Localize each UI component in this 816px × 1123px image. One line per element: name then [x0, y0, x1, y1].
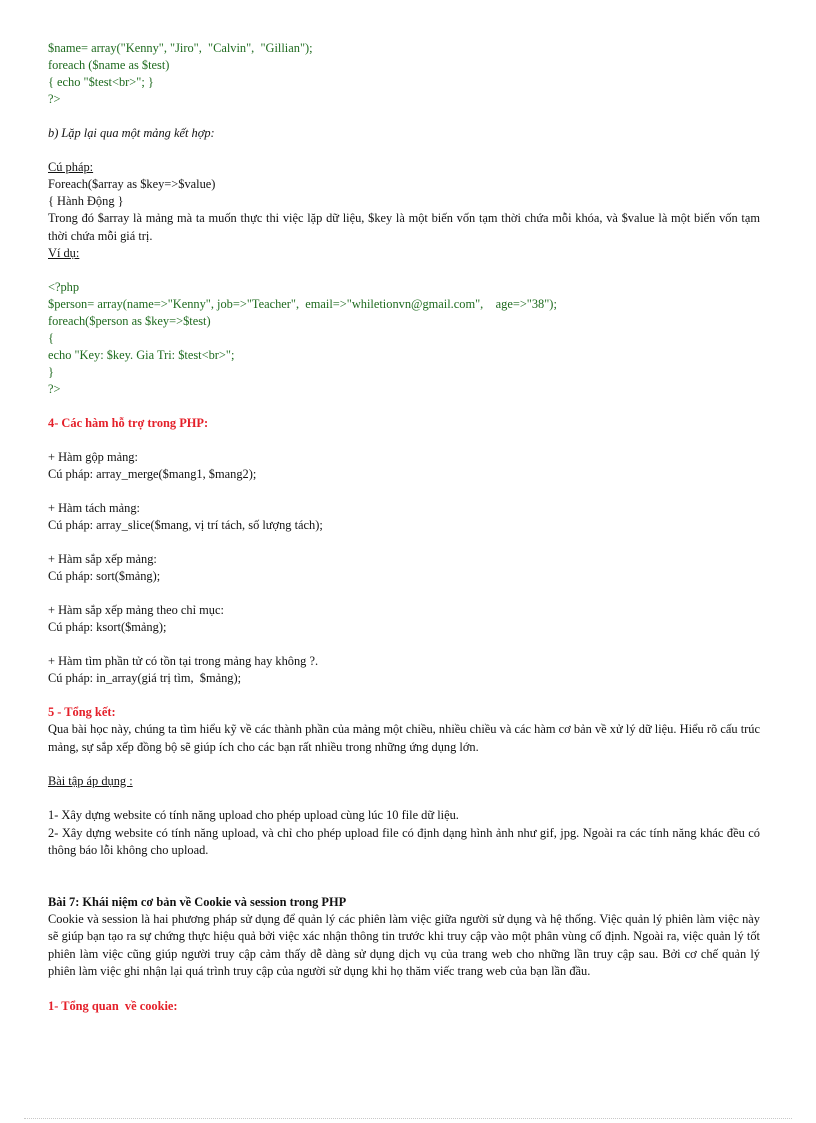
- function-item: [48, 551, 760, 585]
- function-item: [48, 653, 760, 687]
- code-line: foreach ($name as $test): [48, 58, 170, 72]
- function-item: [48, 449, 760, 483]
- function-item: [48, 500, 760, 534]
- syntax-description: Trong đó $array là mảng mà ta muốn thực thi việc lặp dữ liệu, $key là một biến vốn tạm thời chứa mỗi khóa, và $value là một biến vốn tạm thời chứa mỗi giá trị.: [48, 211, 760, 243]
- page-bottom-divider: [24, 1118, 792, 1119]
- code-line: echo "Key: $key. Gia Tri: $test<br>";: [48, 348, 235, 362]
- function-name: + Hàm tìm phần tử có tồn tại trong mảng hay không ?.: [48, 654, 319, 668]
- function-name: + Hàm gộp mảng:: [48, 450, 138, 464]
- exercise-item: 1- Xây dựng website có tính năng upload cho phép upload cùng lúc 10 file dữ liệu.: [48, 808, 459, 822]
- code-block-assoc: [48, 279, 760, 398]
- section-1-title: 1- Tổng quan về cookie:: [48, 998, 178, 1013]
- code-line: foreach($person as $key=>$test): [48, 314, 211, 328]
- code-line: <?php: [48, 280, 80, 294]
- code-line: $person= array(name=>"Kenny", job=>"Teacher", email=>"whiletionvn@gmail.com", age=>"38");: [48, 297, 557, 311]
- section-5-title: 5 - Tổng kết:: [48, 705, 116, 719]
- code-line: { echo "$test<br>"; }: [48, 75, 154, 89]
- function-syntax: Cú pháp: ksort($mảng);: [48, 620, 167, 634]
- syntax-label: Cú pháp:: [48, 160, 94, 174]
- code-line: ?>: [48, 382, 61, 396]
- assoc-array-heading: b) Lặp lại qua một mảng kết hợp:: [48, 126, 215, 140]
- syntax-line: { Hành Động }: [48, 194, 124, 208]
- function-syntax: Cú pháp: sort($mảng);: [48, 569, 161, 583]
- section-5-text: Qua bài học này, chúng ta tìm hiểu kỹ về các thành phần của mảng một chiều, nhiều chiều và các hàm cơ bản về xử lý dữ liệu. Hiểu rõ cấu trúc mảng, sự sắp xếp đồng bộ sẽ giúp ích cho các bạn rất nhiều trong những ứng dụng lớn.: [48, 722, 760, 754]
- code-block-foreach: [48, 40, 760, 108]
- function-name: + Hàm sắp xếp mảng theo chỉ mục:: [48, 603, 224, 617]
- function-syntax: Cú pháp: array_merge($mang1, $mang2);: [48, 467, 257, 481]
- function-name: + Hàm sắp xếp mảng:: [48, 552, 157, 566]
- lesson-7-title: Bài 7: Khái niệm cơ bản về Cookie và session trong PHP: [48, 894, 347, 909]
- function-name: + Hàm tách mảng:: [48, 501, 140, 515]
- code-line: $name= array("Kenny", "Jiro", "Calvin", "Gillian");: [48, 41, 313, 55]
- example-label: Ví dụ:: [48, 246, 80, 260]
- code-line: }: [48, 365, 54, 379]
- function-syntax: Cú pháp: array_slice($mang, vị trí tách, số lượng tách);: [48, 518, 323, 532]
- code-line: ?>: [48, 92, 61, 106]
- function-item: [48, 602, 760, 636]
- document-page: [48, 40, 760, 1015]
- syntax-line: Foreach($array as $key=>$value): [48, 177, 216, 191]
- exercise-label: Bài tập áp dụng :: [48, 774, 133, 788]
- code-line: {: [48, 331, 54, 345]
- function-syntax: Cú pháp: in_array(giá trị tìm, $mảng);: [48, 671, 242, 685]
- section-4-title: 4- Các hàm hỗ trợ trong PHP:: [48, 416, 209, 430]
- exercise-item: 2- Xây dựng website có tính năng upload, và chỉ cho phép upload file có định dạng hình ảnh như gif, jpg. Ngoài ra các tính năng khác đều có thông báo lỗi không cho upload.: [48, 825, 760, 857]
- lesson-7-text: Cookie và session là hai phương pháp sử dụng để quản lý các phiên làm việc giữa người sử dụng và hệ thống. Việc quản lý phiên làm việc này sẽ giúp bạn tạo ra sự chứng thực hiệu quả bởi việc xác nhận thông tin trước khi truy cập vào một phân vùng cố định. Ngoài ra, việc quản lý tốt phiên làm việc cũng giúp người truy cập cảm thấy dễ dàng sử dụng dịch vụ của trang web cho những lần truy cập sau. Bởi cơ chế quản lý phiên làm việc ghi nhận lại quá trình truy cập của người sử dụng khi họ thăm viếc trang web của bạn lần đầu.: [48, 911, 760, 978]
